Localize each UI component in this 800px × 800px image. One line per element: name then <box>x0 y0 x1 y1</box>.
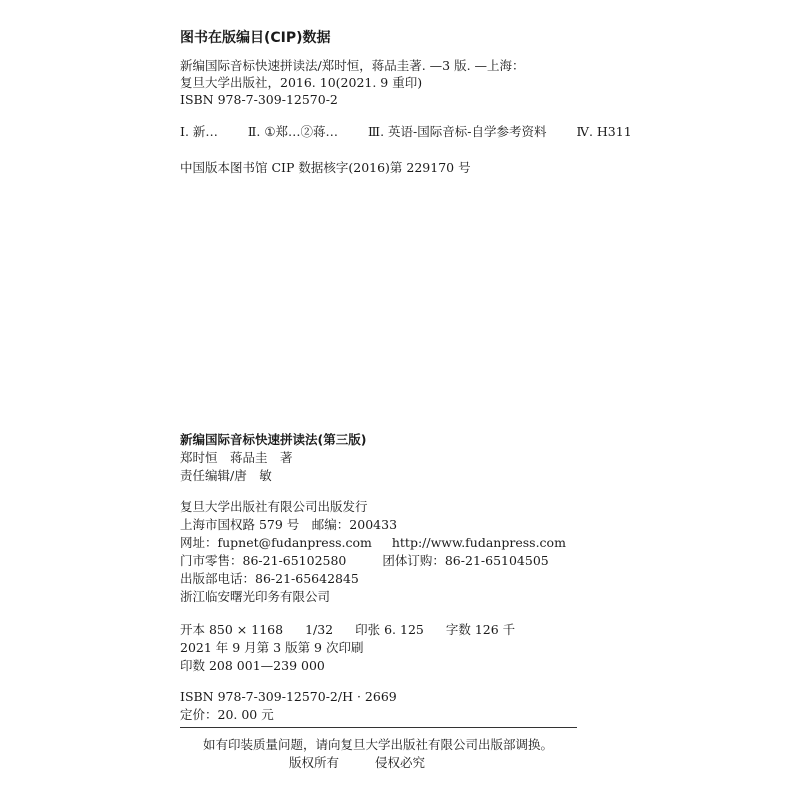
publisher-web <box>180 535 566 551</box>
quality-notice: 如有印装质量问题，请向复旦大学出版社有限公司出版部调换。 <box>203 737 554 752</box>
isbn-full: ISBN 978-7-309-12570-2/H · 2669 <box>180 689 397 704</box>
format: 开本 850 × 1168 <box>180 622 284 637</box>
printer: 浙江临安曙光印务有限公司 <box>180 589 331 604</box>
rights-right: 侵权必究 <box>374 755 425 770</box>
cip-isbn: ISBN 978-7-309-12570-2 <box>180 92 338 107</box>
cip-verification: 中国版本图书馆 CIP 数据核字(2016)第 229170 号 <box>180 160 471 175</box>
cip-entry-line1: 新编国际音标快速拼读法/郑时恒，蒋品圭著. —3 版. —上海： <box>180 58 525 73</box>
fraction: 1/32 <box>305 622 334 637</box>
sheets: 印张 6. 125 <box>355 622 424 637</box>
specs-line1 <box>180 622 515 638</box>
divider <box>180 727 577 728</box>
words: 字数 126 千 <box>445 622 516 637</box>
retail-phone: 门市零售：86-21-65102580 <box>180 553 347 568</box>
copies-info: 印数 208 001—239 000 <box>180 658 325 673</box>
publisher-url: http://www.fudanpress.com <box>391 535 566 550</box>
publisher-email: 网址：fupnet@fudanpress.com <box>180 535 372 550</box>
class-i: Ⅰ. 新… <box>180 124 218 139</box>
class-iv: Ⅳ. H311 <box>576 124 632 139</box>
copyright-line <box>289 755 425 771</box>
publisher-name: 复旦大学出版社有限公司出版发行 <box>180 499 368 514</box>
cip-heading: 图书在版编目(CIP)数据 <box>180 30 331 46</box>
class-iii: Ⅲ. 英语-国际音标-自学参考资料 <box>368 124 547 139</box>
publisher-phones <box>180 553 549 569</box>
cip-classification <box>180 124 632 140</box>
book-title: 新编国际音标快速拼读法(第三版) <box>180 432 367 447</box>
book-editor: 责任编辑/唐 敏 <box>180 468 272 483</box>
rights-left: 版权所有 <box>289 755 340 770</box>
publisher-address: 上海市国权路 579 号 邮编：200433 <box>180 517 398 532</box>
class-ii: Ⅱ. ①郑…②蒋… <box>247 124 339 139</box>
cip-entry-line2: 复旦大学出版社，2016. 10(2021. 9 重印) <box>180 75 423 90</box>
printing-info: 2021 年 9 月第 3 版第 9 次印刷 <box>180 640 364 655</box>
price: 定价：20. 00 元 <box>180 707 274 722</box>
group-phone: 团体订购：86-21-65104505 <box>382 553 549 568</box>
dept-phone: 出版部电话：86-21-65642845 <box>180 571 359 586</box>
book-authors: 郑时恒 蒋品圭 著 <box>180 450 293 465</box>
